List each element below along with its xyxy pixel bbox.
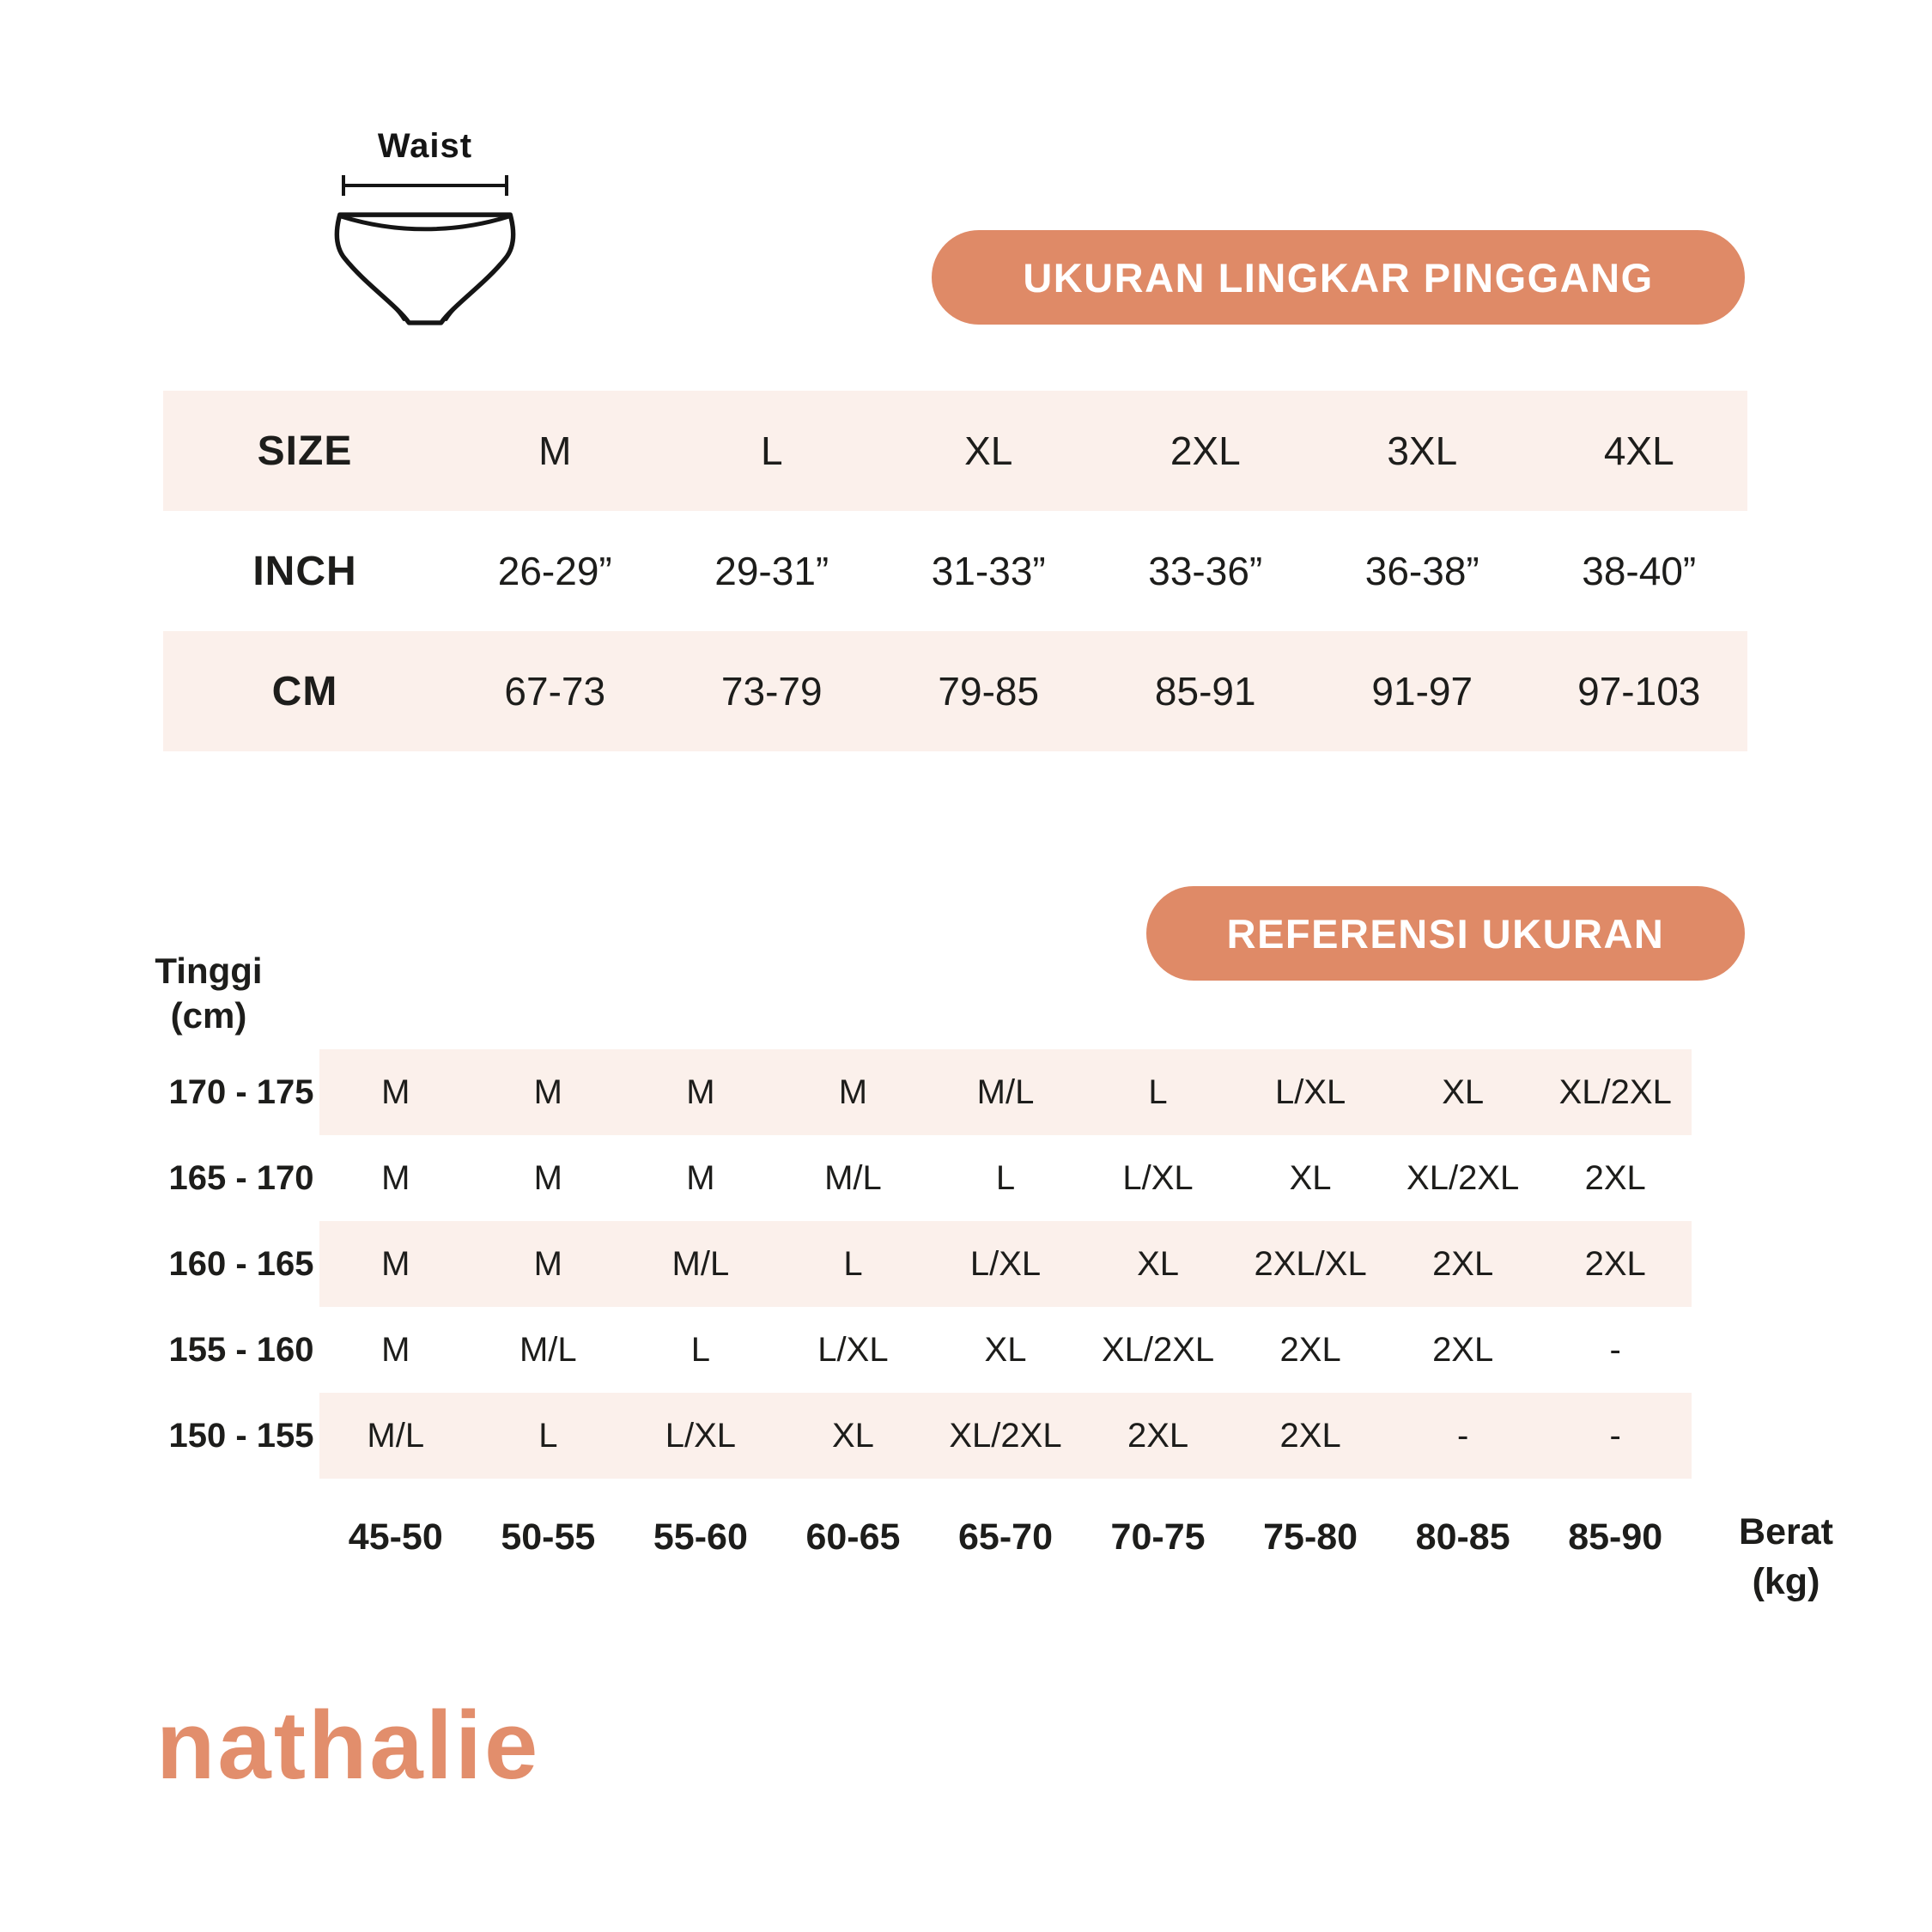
table-cell: XL (1137, 1244, 1180, 1283)
height-axis-label-line1: Tinggi (155, 951, 263, 991)
table-cell: 31-33” (931, 549, 1046, 593)
table-cell: M (533, 1158, 562, 1197)
weight-range-label: 60-65 (805, 1516, 901, 1558)
table-cell: 73-79 (720, 669, 823, 714)
table-row (163, 1307, 1692, 1393)
table-cell: 36-38” (1364, 549, 1479, 593)
table-cell: M (538, 428, 572, 473)
table-row-values (319, 1135, 1692, 1221)
table-cell: M (381, 1158, 410, 1197)
weight-scale-row (319, 1507, 1692, 1567)
table-cell: L (538, 1416, 558, 1455)
table-cell: M (381, 1244, 410, 1283)
table-cell: L/XL (665, 1416, 737, 1455)
table-cell: 2XL (1584, 1244, 1646, 1283)
weight-range-label: 50-55 (501, 1516, 596, 1558)
weight-range-label: 80-85 (1415, 1516, 1510, 1558)
height-range-label: 150 - 155 (168, 1416, 314, 1455)
table-cell: M (533, 1244, 562, 1283)
table-row-values (319, 1049, 1692, 1135)
height-range-label: 165 - 170 (168, 1158, 314, 1197)
table-cell: - (1609, 1330, 1621, 1369)
weight-range-label: 65-70 (958, 1516, 1053, 1558)
row-label: SIZE (257, 428, 353, 474)
row-label: CM (271, 668, 338, 714)
table-cell: XL (1289, 1158, 1332, 1197)
table-row (163, 511, 1747, 631)
height-range-label: 155 - 160 (168, 1330, 314, 1369)
table-cell: M/L (519, 1330, 577, 1369)
waist-size-badge: UKURAN LINGKAR PINGGANG (932, 230, 1745, 325)
table-cell: XL (984, 1330, 1027, 1369)
table-cell: 2XL (1584, 1158, 1646, 1197)
table-cell: 26-29” (497, 549, 612, 593)
size-reference-table (163, 1049, 1692, 1479)
table-cell: XL/2XL (949, 1416, 1062, 1455)
panty-icon (328, 204, 522, 337)
table-cell: 91-97 (1371, 669, 1473, 714)
table-row (163, 1393, 1692, 1479)
table-cell: 3XL (1387, 428, 1458, 473)
table-cell: 2XL/XL (1254, 1244, 1367, 1283)
weight-range-label: 55-60 (653, 1516, 748, 1558)
table-row-values (319, 1221, 1692, 1307)
weight-range-label: 75-80 (1263, 1516, 1358, 1558)
table-cell: 2XL (1279, 1416, 1341, 1455)
table-cell: XL/2XL (1101, 1330, 1215, 1369)
table-row (163, 1135, 1692, 1221)
table-cell: M (381, 1330, 410, 1369)
waist-label: Waist (377, 127, 473, 165)
table-cell: M (686, 1072, 715, 1111)
table-row (163, 1221, 1692, 1307)
table-cell: M/L (976, 1072, 1035, 1111)
waist-size-table (163, 391, 1747, 751)
table-cell: L/XL (1122, 1158, 1194, 1197)
table-cell: 2XL (1170, 428, 1241, 473)
table-cell: XL (1442, 1072, 1485, 1111)
row-label: INCH (252, 548, 357, 594)
weight-axis-label (1702, 1507, 1870, 1607)
table-cell: 4XL (1603, 428, 1674, 473)
table-row (163, 1049, 1692, 1135)
table-cell: M/L (824, 1158, 882, 1197)
table-cell: 2XL (1432, 1330, 1494, 1369)
table-row (163, 391, 1747, 511)
waist-diagram (328, 127, 522, 337)
weight-range-label: 85-90 (1568, 1516, 1663, 1558)
table-cell: M/L (367, 1416, 425, 1455)
table-cell: XL/2XL (1558, 1072, 1672, 1111)
table-cell: L (995, 1158, 1016, 1197)
weight-axis-label-line2: (kg) (1752, 1561, 1820, 1602)
weight-axis-label-line1: Berat (1739, 1511, 1833, 1552)
table-cell: L/XL (969, 1244, 1042, 1283)
height-axis-label (127, 949, 290, 1038)
height-range-label: 160 - 165 (168, 1244, 314, 1283)
height-range-label: 170 - 175 (168, 1072, 314, 1111)
table-cell: L (843, 1244, 863, 1283)
brand-logo: nathalie (156, 1692, 541, 1799)
table-cell: 29-31” (714, 549, 829, 593)
table-cell: M (381, 1072, 410, 1111)
table-row-values (319, 1393, 1692, 1479)
table-cell: 2XL (1127, 1416, 1189, 1455)
table-cell: 33-36” (1148, 549, 1263, 593)
table-cell: M (686, 1158, 715, 1197)
table-cell: 2XL (1432, 1244, 1494, 1283)
table-cell: - (1456, 1416, 1469, 1455)
table-cell: L/XL (1274, 1072, 1346, 1111)
table-cell: M (838, 1072, 868, 1111)
height-axis-label-line2: (cm) (170, 995, 247, 1036)
table-row-values (319, 1307, 1692, 1393)
table-cell: 67-73 (504, 669, 606, 714)
table-cell: L (690, 1330, 710, 1369)
table-cell: - (1609, 1416, 1621, 1455)
weight-range-label: 45-50 (348, 1516, 443, 1558)
table-cell: XL (964, 428, 1013, 473)
table-cell: L/XL (817, 1330, 889, 1369)
size-reference-badge: REFERENSI UKURAN (1146, 886, 1745, 981)
table-row (163, 631, 1747, 751)
table-cell: 2XL (1279, 1330, 1341, 1369)
table-cell: 97-103 (1577, 669, 1701, 714)
table-cell: M/L (671, 1244, 730, 1283)
table-cell: M (533, 1072, 562, 1111)
weight-range-label: 70-75 (1110, 1516, 1206, 1558)
table-cell: XL/2XL (1406, 1158, 1520, 1197)
table-cell: XL (831, 1416, 874, 1455)
table-cell: L (760, 428, 783, 473)
table-cell: L (1148, 1072, 1168, 1111)
table-cell: 85-91 (1154, 669, 1256, 714)
measure-line-icon (339, 173, 511, 198)
table-cell: 79-85 (938, 669, 1040, 714)
table-cell: 38-40” (1582, 549, 1697, 593)
